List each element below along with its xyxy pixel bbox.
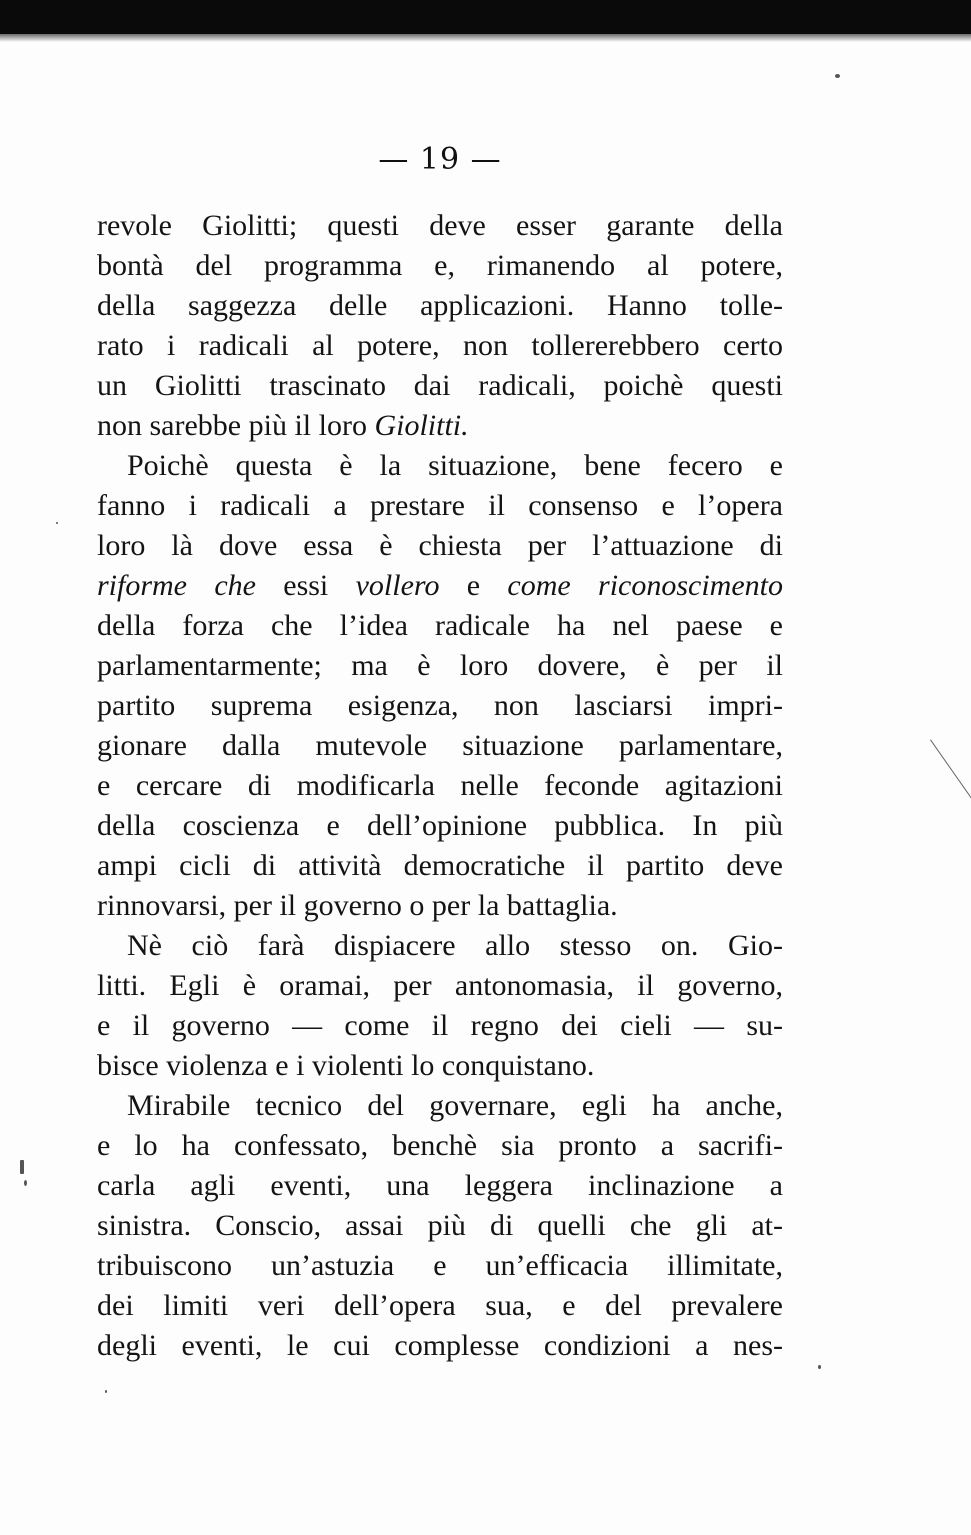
scan-speck: [818, 1365, 821, 1369]
text-line: della coscienza e dell’opinione pubblica. In più: [97, 809, 783, 842]
text-line-paragraph-end: [97, 406, 783, 446]
text-line: della forza che l’idea radicale ha nel paese e: [97, 609, 783, 642]
scan-speck: [20, 1160, 24, 1174]
text-line: revole Giolitti; questi deve esser garante della: [97, 209, 783, 242]
text-line: degli eventi, le cui complesse condizioni a nes-: [97, 1329, 783, 1362]
text-line: e lo ha confessato, benchè sia pronto a sacrifi-: [97, 1129, 783, 1162]
text-line-paragraph-start: Poichè questa è la situazione, bene fecero e: [127, 449, 783, 482]
text-line-paragraph-start: Mirabile tecnico del governare, egli ha anche,: [127, 1089, 783, 1122]
body-text: [97, 206, 783, 1366]
text-line-mixed: [97, 566, 783, 606]
text-line: della saggezza delle applicazioni. Hanno tolle-: [97, 289, 783, 322]
text-line-paragraph-end: bisce violenza e i violenti lo conquistano.: [97, 1049, 595, 1082]
scan-border-shadow: [0, 34, 971, 42]
text-line: e il governo — come il regno dei cieli — su-: [97, 1009, 783, 1042]
text-line: carla agli eventi, una leggera inclinazione a: [97, 1169, 783, 1202]
text-line-segment: non sarebbe più il loro: [97, 409, 375, 442]
text-line: dei limiti veri dell’opera sua, e del prevalere: [97, 1289, 783, 1322]
plain-text: essi: [255, 569, 356, 602]
scan-speck: [835, 74, 840, 78]
text-line: sinistra. Conscio, assai più di quelli che gli at-: [97, 1209, 783, 1242]
text-line-paragraph-end: rinnovarsi, per il governo o per la battaglia.: [97, 889, 618, 922]
text-line: loro là dove essa è chiesta per l’attuazione di: [97, 529, 783, 562]
italic-text: riforme che: [97, 569, 256, 602]
text-line: gionare dalla mutevole situazione parlamentare,: [97, 729, 783, 762]
text-line-paragraph-start: Nè ciò farà dispiacere allo stesso on. Gio-: [127, 929, 783, 962]
scan-speck: [24, 1180, 27, 1186]
text-line: litti. Egli è oramai, per antonomasia, il governo,: [97, 969, 783, 1002]
text-line: rato i radicali al potere, non tollererebbero certo: [97, 329, 783, 362]
italic-text: Giolitti.: [374, 409, 469, 442]
text-line: bontà del programma e, rimanendo al potere,: [97, 249, 783, 282]
italic-text: come riconoscimento: [507, 569, 783, 602]
italic-text: vollero: [355, 569, 440, 602]
text-line: partito suprema esigenza, non lasciarsi impri-: [97, 689, 783, 722]
scan-top-border: [0, 0, 971, 34]
scan-speck: [56, 522, 58, 524]
text-line: ampi cicli di attività democratiche il partito deve: [97, 849, 783, 882]
text-line: fanno i radicali a prestare il consenso e l’opera: [97, 489, 783, 522]
text-line: un Giolitti trascinato dai radicali, poichè questi: [97, 369, 783, 402]
page-number: — 19 —: [378, 142, 502, 177]
text-line: tribuiscono un’astuzia e un’efficacia illimitate,: [97, 1249, 783, 1282]
plain-text: e: [439, 569, 508, 602]
text-line: parlamentarmente; ma è loro dovere, è per il: [97, 649, 783, 682]
scan-speck: [105, 1390, 107, 1393]
scan-margin-mark: [930, 739, 971, 805]
text-line: e cercare di modificarla nelle feconde agitazioni: [97, 769, 783, 802]
